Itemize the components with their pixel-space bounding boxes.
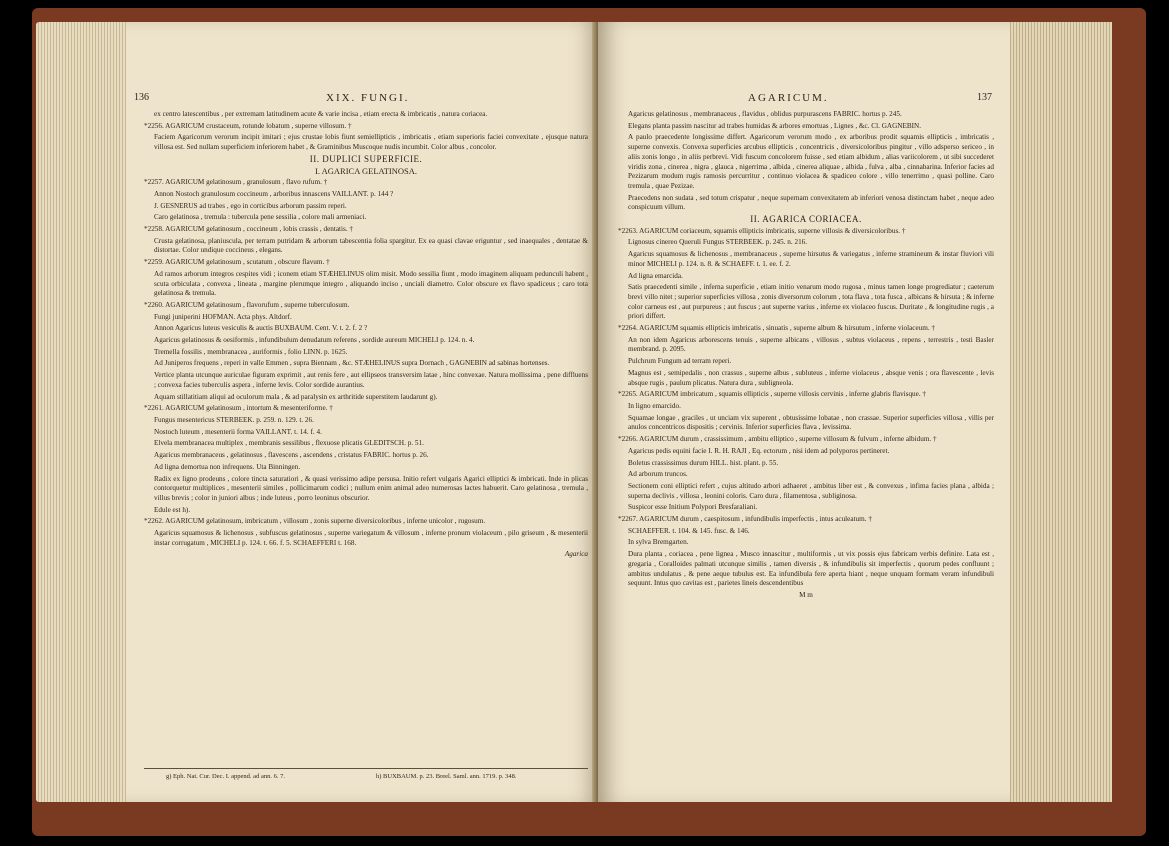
text-paragraph: In sylva Bremgarten. [628,538,689,547]
text-paragraph: Agaricus gelatinosus & oesiformis , infundibulum denudatum referens , sordide aureum MICHELI p. 124. n. 4. [154,336,475,345]
text-paragraph: Annon Nostoch granulosum coccineum , arboribus innascens VAILLANT. p. 144 ? [154,189,394,198]
right-page-text [618,110,994,603]
right-page-edges [1008,22,1112,802]
footnote-h: h) BUXBAUM. p. 23. Breel. Saml. ann. 1719. p. 348. [376,773,517,780]
text-paragraph: Caro gelatinosa , tremula : tubercula pene sessilia , colore mali armeniaci. [154,213,367,222]
left-page-edges [36,22,128,802]
text-paragraph: *2262. AGARICUM gelatinosum, imbricatum , villosum , zonis superne diversicoloribus , inferne unicolor , rugosum. [144,517,486,526]
text-paragraph: In ligno emarcido. [628,401,681,410]
section-heading: II. AGARICA CORIACEA. [750,214,862,225]
text-paragraph: *2263. AGARICUM coriaceum, squamis ellipticis imbricatis, superne villosis & diversicoloribus. † [618,226,906,235]
text-paragraph: Vertice planta utcunque auriculae figuram exprimit , aut renis fere , aut ellipseos transversim latae , hinc convexae. Natura mollissima , pene diffluens ; convexa facies tuberculis aspera , inferne levis. Color sordide aurantius. [154,371,588,389]
text-paragraph: Satis praecedenti simile , inferna superficie , etiam initio venarum modo rugosa , minus tamen longe progrediatur ; caeterum brevi villo nitet ; superior superficies villosa , zonis diversorum colorum , tota flava , tota fusca , albicans & hirsuta ; & inferne color carneus est , aut purpureus ; aut fuscus ; aut superne varius , inferne ex violaceo fuscus. Duritate , & longitudine rugis , a priori differt. [628,283,994,321]
text-paragraph: Agaricus squamosus & lichenosus , membranaceus , superne hirsutus & variegatus , inferne stramineum & instar fluviori vili minor MICHELI p. 124. n. 8. & SCHAEFF. t. 1. ee. f. 2. [628,250,994,268]
footnote-g: g) Eph. Nat. Cur. Dec. I. append. ad ann. 6. 7. [166,773,285,780]
text-paragraph: A paulo praecedente longissime differt. Agaricorum verorum modo , ex arboribus prodit squamis ellipticis , imbricatis , superne convexis. Convexa superficies arcubus ellipticis , concentricis , diversicoloribus pingitur , villo adsperso sericeo , in aliis zonis longo , in aliis perbrevi. Vidi fuscum concolorem fuisse , sed etiam albidum , alias variicolorem , ut sibi succederet viridis zona , cinerea , nigra , glauca , nigerrima , albida , cinerea aliquae , albida , fulva , alba , cinnabarina. Inferior facies ad Pezizarum modum rugis ramosis percurritur , continuo violacea & spadiceo colore , villo tenerrimo , quasi polline. Caro tremula , quae Pezizae. [628,133,994,190]
text-paragraph: Fungi juniperini HOFMAN. Acta phys. Altdorf. [154,312,292,321]
text-paragraph: Elvela membranacea multiplex , membranis sessilibus , flexuose plicatis GLEDITSCH. p. 51. [154,439,424,448]
text-paragraph: Dura planta , coriacea , pene lignea , Musco innascitur , multiformis , ut vix possis ejus fabricam verbis definire. Lata est , gregaria , Coralloides palmati utcunque similis , tamen diversis , & infundibulis sit imperfectis , quorum pedes confluunt ; ambitus undulatus , & pene aeque tubulus est. Ea infundibula fere aperta hiant , neque unquam formam veram infundibuli sequunt. Intus quo cavitas est , parietes lineis descendentibus [628,550,994,588]
text-paragraph: Lignosus cinereo Queruli Fungus STERBEEK. p. 245. n. 216. [628,238,808,247]
text-paragraph: *2260. AGARICUM gelatinosum , flavorufum , superne tuberculosum. [144,300,350,309]
running-head-right: AGARICUM. [748,92,829,104]
text-paragraph: Faciem Agaricorum verorum incipit imitari ; ejus crustae lobis fiunt semiellipticis , imbricatis , etiam superioris faciei convexitate , ejusque natura villosa est. Sed nullam superficiem inferiorem habet , & Graminibus Muscoque nudis incumbit. Color albus , concolor. [154,133,588,152]
page-number-left: 136 [134,92,149,103]
subsection-heading: I. AGARICA GELATINOSA. [315,165,417,176]
text-paragraph: An non idem Agaricus arborescens tenuis , superne albicans , villosus , subtus violaceus , repens , terrestris , testi Basler membrand. p. 2095. [628,335,994,354]
text-paragraph: Agarica [564,550,588,559]
text-paragraph: *2264. AGARICUM squamis ellipticis imbricatis , sinuatis , superne album & hirsutum , inferne violaceum. † [618,324,936,333]
section-heading: II. DUPLICI SUPERFICIE. [309,153,423,164]
text-paragraph: J. GESNERUS ad trabes , ego in corticibus arborum passim reperi. [154,201,347,210]
text-paragraph: Ad ligna demortua non infrequens. Uta Binningen. [154,462,301,471]
text-paragraph: Ad arborum truncos. [628,470,688,479]
text-paragraph: Pulchrum Fungum ad terram reperi. [628,357,732,366]
text-paragraph: *2265. AGARICUM imbricatum , squamis ellipticis , superne villosis cervinis , inferne glabris flavisque. † [618,390,927,399]
page-number-right: 137 [977,92,992,103]
text-paragraph: Crusta gelatinosa, planiuscula, per terram putridam & arborum tabescentia folia spargitur. Ex ea quasi clavae eriguntur , sed inaequales , dentatae & distortae. Color undique coccineus , elegans. [154,236,588,255]
text-paragraph: Nostoch luteum , mesenterii forma VAILLANT. t. 14. f. 4. [154,427,322,436]
text-paragraph: Boletus crassissimus durum HILL. hist. plant. p. 55. [628,458,779,467]
text-paragraph: *2258. AGARICUM gelatinosum , coccineum , lobis crassis , dentatis. † [144,225,354,234]
text-paragraph: Aquam stillatitiam aliqui ad oculorum mala , & ad paralysin ex arthritide superstitem laudarunt g). [154,392,438,401]
left-page [126,22,600,802]
left-page-text [144,110,588,562]
text-paragraph: Ad ligna emarcida. [628,271,683,280]
text-paragraph: Edule est h). [154,505,191,514]
text-paragraph: *2257. AGARICUM gelatinosum , granulosum , flavo rufum. † [144,178,328,187]
text-paragraph: Magnus est , semipedalis , non crassus , superne albus , subluteus , inferne violaceus , absque venis ; ora flavescente , levis absque rugis , paulum plicatus. Natura dura , subligneola. [628,368,994,387]
text-paragraph: *2261. AGARICUM gelatinosum , intortum & mesenteriforme. † [144,404,333,413]
text-paragraph: Fungus mesentericus STERBEEK. p. 259. n. 129. t. 26. [154,415,314,424]
text-paragraph: Tremella fossilis , membranacea , auriformis , folio LINN. p. 1625. [154,347,348,356]
text-paragraph: Agaricus membranaceus , gelatinosus , flavescens , ascendens , cristatus FABRIC. hortus p. 26. [154,451,429,460]
text-paragraph: *2266. AGARICUM durum , crassissimum , ambitu elliptico , superne villosum & fulvum , inferne albidum. † [618,435,937,444]
text-paragraph: Agaricus pedis equini facie I. R. H. RAJI , Eq. ectorum , nisi idem ad polyporos pertineret. [628,446,890,455]
text-paragraph: Annon Agaricus luteus vesiculis & auctis BUXBAUM. Cent. V. t. 2. f. 2 ? [154,324,368,333]
footnote-rule [144,768,588,769]
text-paragraph: *2256. AGARICUM crustaceum, rotunde lobatum , superne villosum. † [144,121,352,130]
running-head-left: XIX. FUNGI. [326,92,410,104]
text-paragraph: Agaricus squamosus & lichenosus , subfuscus gelatinosus , superne variegatum & villosum , inferne pronum violaceum , pilo griseum , & mesenterii instar corrugatum , MICHELI p. 124. t. 66. f. 5. SCHAEFFERI t. 168. [154,529,588,547]
text-paragraph: ex centro latescentibus , per extremam latitudinem acute & varie incisa , etiam erecta & imbricatis , natura coriacea. [154,110,488,118]
text-paragraph: Ad Juniperos frequens , reperi in valle Emmen , supra Biennam , &c. STÆHELINUS supra Dornach , GAGNEBIN ad sabinas hortenses. [154,359,550,368]
text-paragraph: Squamae longae , graciles , ut unciam vix superent , obtusissime lobatae , non crassae. Superior superficies villosa , villis per anulos concentricos dispositis ; cervinis. Inferior superficies flava , levissima. [628,413,994,432]
text-paragraph: *2267. AGARICUM durum , caespitosum , infundibulis imperfectis , intus aculeatum. † [618,515,872,524]
right-page [598,22,1010,802]
text-paragraph: Praecedens non sudata , sed totum crispatur , neque supernam convexitatem ab inferiori venosa distinctam habet , neque adeo conspicuum villum. [628,193,994,212]
text-paragraph: Radix ex ligno prodeuns , colore tincta saturatiori , & quasi verissimo adipe persusa. Initio refert vulgaris Agarici elliptici & imbricati. Inde in plicas contorquetur multiplices , mesenterii similes , pollicimarum codici ; nullum enim animal adeo numerosas lactes habuerit. Caro gelatinosa , tremula , villus brevis ; color in juniori albus ; inde luteus , porro leoninus obscurior. [154,474,588,502]
text-paragraph: Ad ramos arborum integros cespites vidi ; iconem etiam STÆHELINUS olim misit. Modo sessilia fiunt , modo imaginem aliquam pedunculi habent , scuta orbiculata , convexa , lineata , margine plerumque integro , aliquando inciso , unciali diametro. Color obscure ex flavo spadiceus ; caro tota gelatinosa & tremula. [154,269,588,298]
text-paragraph: M m [799,590,813,599]
text-paragraph: Elegans planta passim nascitur ad trabes humidas & arbores emortuas , Lignes , &c. Cl. GAGNEBIN. [628,121,922,130]
text-paragraph: Agaricus gelatinosus , membranaceus , flavidus , oblidus purpurascens FABRIC. hortus p. 245. [628,110,902,118]
text-paragraph: SCHAEFFER. t. 104. & 145. fusc. & 146. [628,526,750,535]
text-paragraph: *2259. AGARICUM gelatinosum , scutatum , obscure flavum. † [144,258,330,267]
text-paragraph: Sectionem coni elliptici refert , cujus altitudo arbori adhaeret , ambitus liber est , & convexus , infima facies plana , albida ; superna declivis , villosa , leonini coloris. Caro dura , filamentosa , subliginosa. [628,481,994,500]
text-paragraph: Suspicor esse Initium Polypori Bresfaraliani. [628,503,758,512]
